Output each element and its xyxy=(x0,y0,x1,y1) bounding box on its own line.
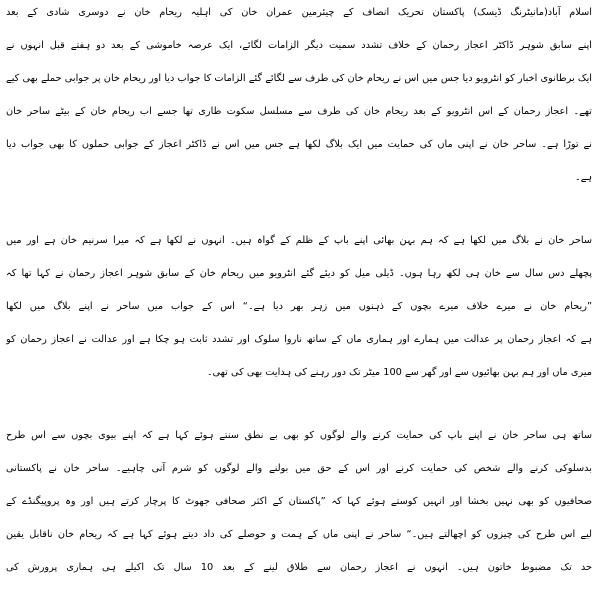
text-line: حد تک مضبوط خاتون ہیں۔ انہوں نے اعجاز رحمان سے طلاق لینے کے بعد 10 سال تک اکیلے ہی ہماری پرورش کی xyxy=(6,562,592,573)
text-line: اسلام آباد(مانیٹرنگ ڈیسک) پاکستان تحریک انصاف کے چیئرمین عمران خان کی اہلیہ ریحام خان نے دوسری شادی کے بعد xyxy=(6,7,592,18)
paragraph xyxy=(6,419,592,584)
text-line: پچھلے دس سال سے خان ہی لکھ رہا ہوں۔ ڈیلی میل کو دیئے گئے انٹرویو میں ریحام خان کے سابق شوہر اعجاز رحمان نے کہا تھا کہ xyxy=(6,268,592,279)
text-line: ہے کہ اعجاز رحمان پر عدالت میں ہمارے اور ہماری ماں کے ساتھ ناروا سلوک اور تشدد ثابت ہو چکا ہے اور عدالت نے اعجاز رحمان کو xyxy=(6,334,592,345)
paragraph xyxy=(6,0,592,194)
text-line: ہے۔ xyxy=(574,172,592,183)
text-line: ساتھ ہی ساحر خان نے اپنے باپ کی حمایت کرنے والے لوگوں کو بھی بے نطق سنتے ہوئے کہا ہے کہ اپنے بیوی بچوں سے اس طرح xyxy=(6,430,592,441)
article-body xyxy=(6,0,592,614)
text-line: ایک برطانوی اخبار کو انٹرویو دیا جس میں اس نے ریحام خان کی طرف سے لگائے گئے الزامات کا جواب دیا اور ریحام خان پر جوابی حملے بھی کیے xyxy=(6,73,592,84)
paragraph xyxy=(6,224,592,389)
text-line: صحافیوں کو بھی نہیں بخشا اور انہیں کوستے ہوئے کہا کہ ”پاکستان کے اکثر صحافی جھوٹ کا پرچار کرتے ہیں اور وہ پروپیگنڈے کے xyxy=(6,496,592,507)
text-line: اپنے سابق شوہر ڈاکٹر اعجاز رحمان کے خلاف تشدد سمیت دیگر الزامات لگائے، ایک عرصہ خاموشی کے بعد دو ہفتے قبل انہوں نے xyxy=(6,40,592,51)
text-line: ”ریحام خان نے میرے خلاف میرے بچوں کے ذہنوں میں زہر بھر دیا ہے۔“ اس کے جواب میں ساحر نے اپنے بلاگ میں لکھا xyxy=(6,301,592,312)
text-line: میری ماں اور ہم بہن بھائیوں سے اور گھر سے 100 میٹر تک دور رہنے کی ہدایت بھی کی تھی۔ xyxy=(206,367,592,378)
text-line: لیے اس طرح کی چیزوں کو اچھالتے ہیں۔“ ساحر نے اپنی ماں کے ہمت و حوصلے کی داد دیتے ہوئے کہا ہے کہ ریحام خان ناقابل یقین xyxy=(6,529,592,540)
text-line: بدسلوکی کرنے والے شخص کی حمایت کرنے اور اس کے حق میں بولنے والے لوگوں کو شرم آنی چاہیے۔ ساحر خان نے پاکستانی xyxy=(6,463,592,474)
text-line: ساحر خان نے بلاگ میں لکھا ہے کہ ہم بہن بھائی اپنے باپ کے ظلم کے گواہ ہیں۔ انہوں نے لکھا ہے کہ میرا سرنیم خان ہے اور میں xyxy=(6,235,592,246)
text-line: تھے۔ اعجاز رحمان کے اس انٹرویو کے بعد ریحام خان کی طرف سے مسلسل سکوت طاری تھا جسے اب ریحام خان کے بیٹے ساحر خان xyxy=(6,106,592,117)
text-line: نے توڑا ہے۔ ساحر خان نے اپنی ماں کی حمایت میں ایک بلاگ لکھا ہے جس میں اس نے ڈاکٹر اعجاز کے جوابی حملوں کا بھی جواب دیا xyxy=(6,139,592,150)
